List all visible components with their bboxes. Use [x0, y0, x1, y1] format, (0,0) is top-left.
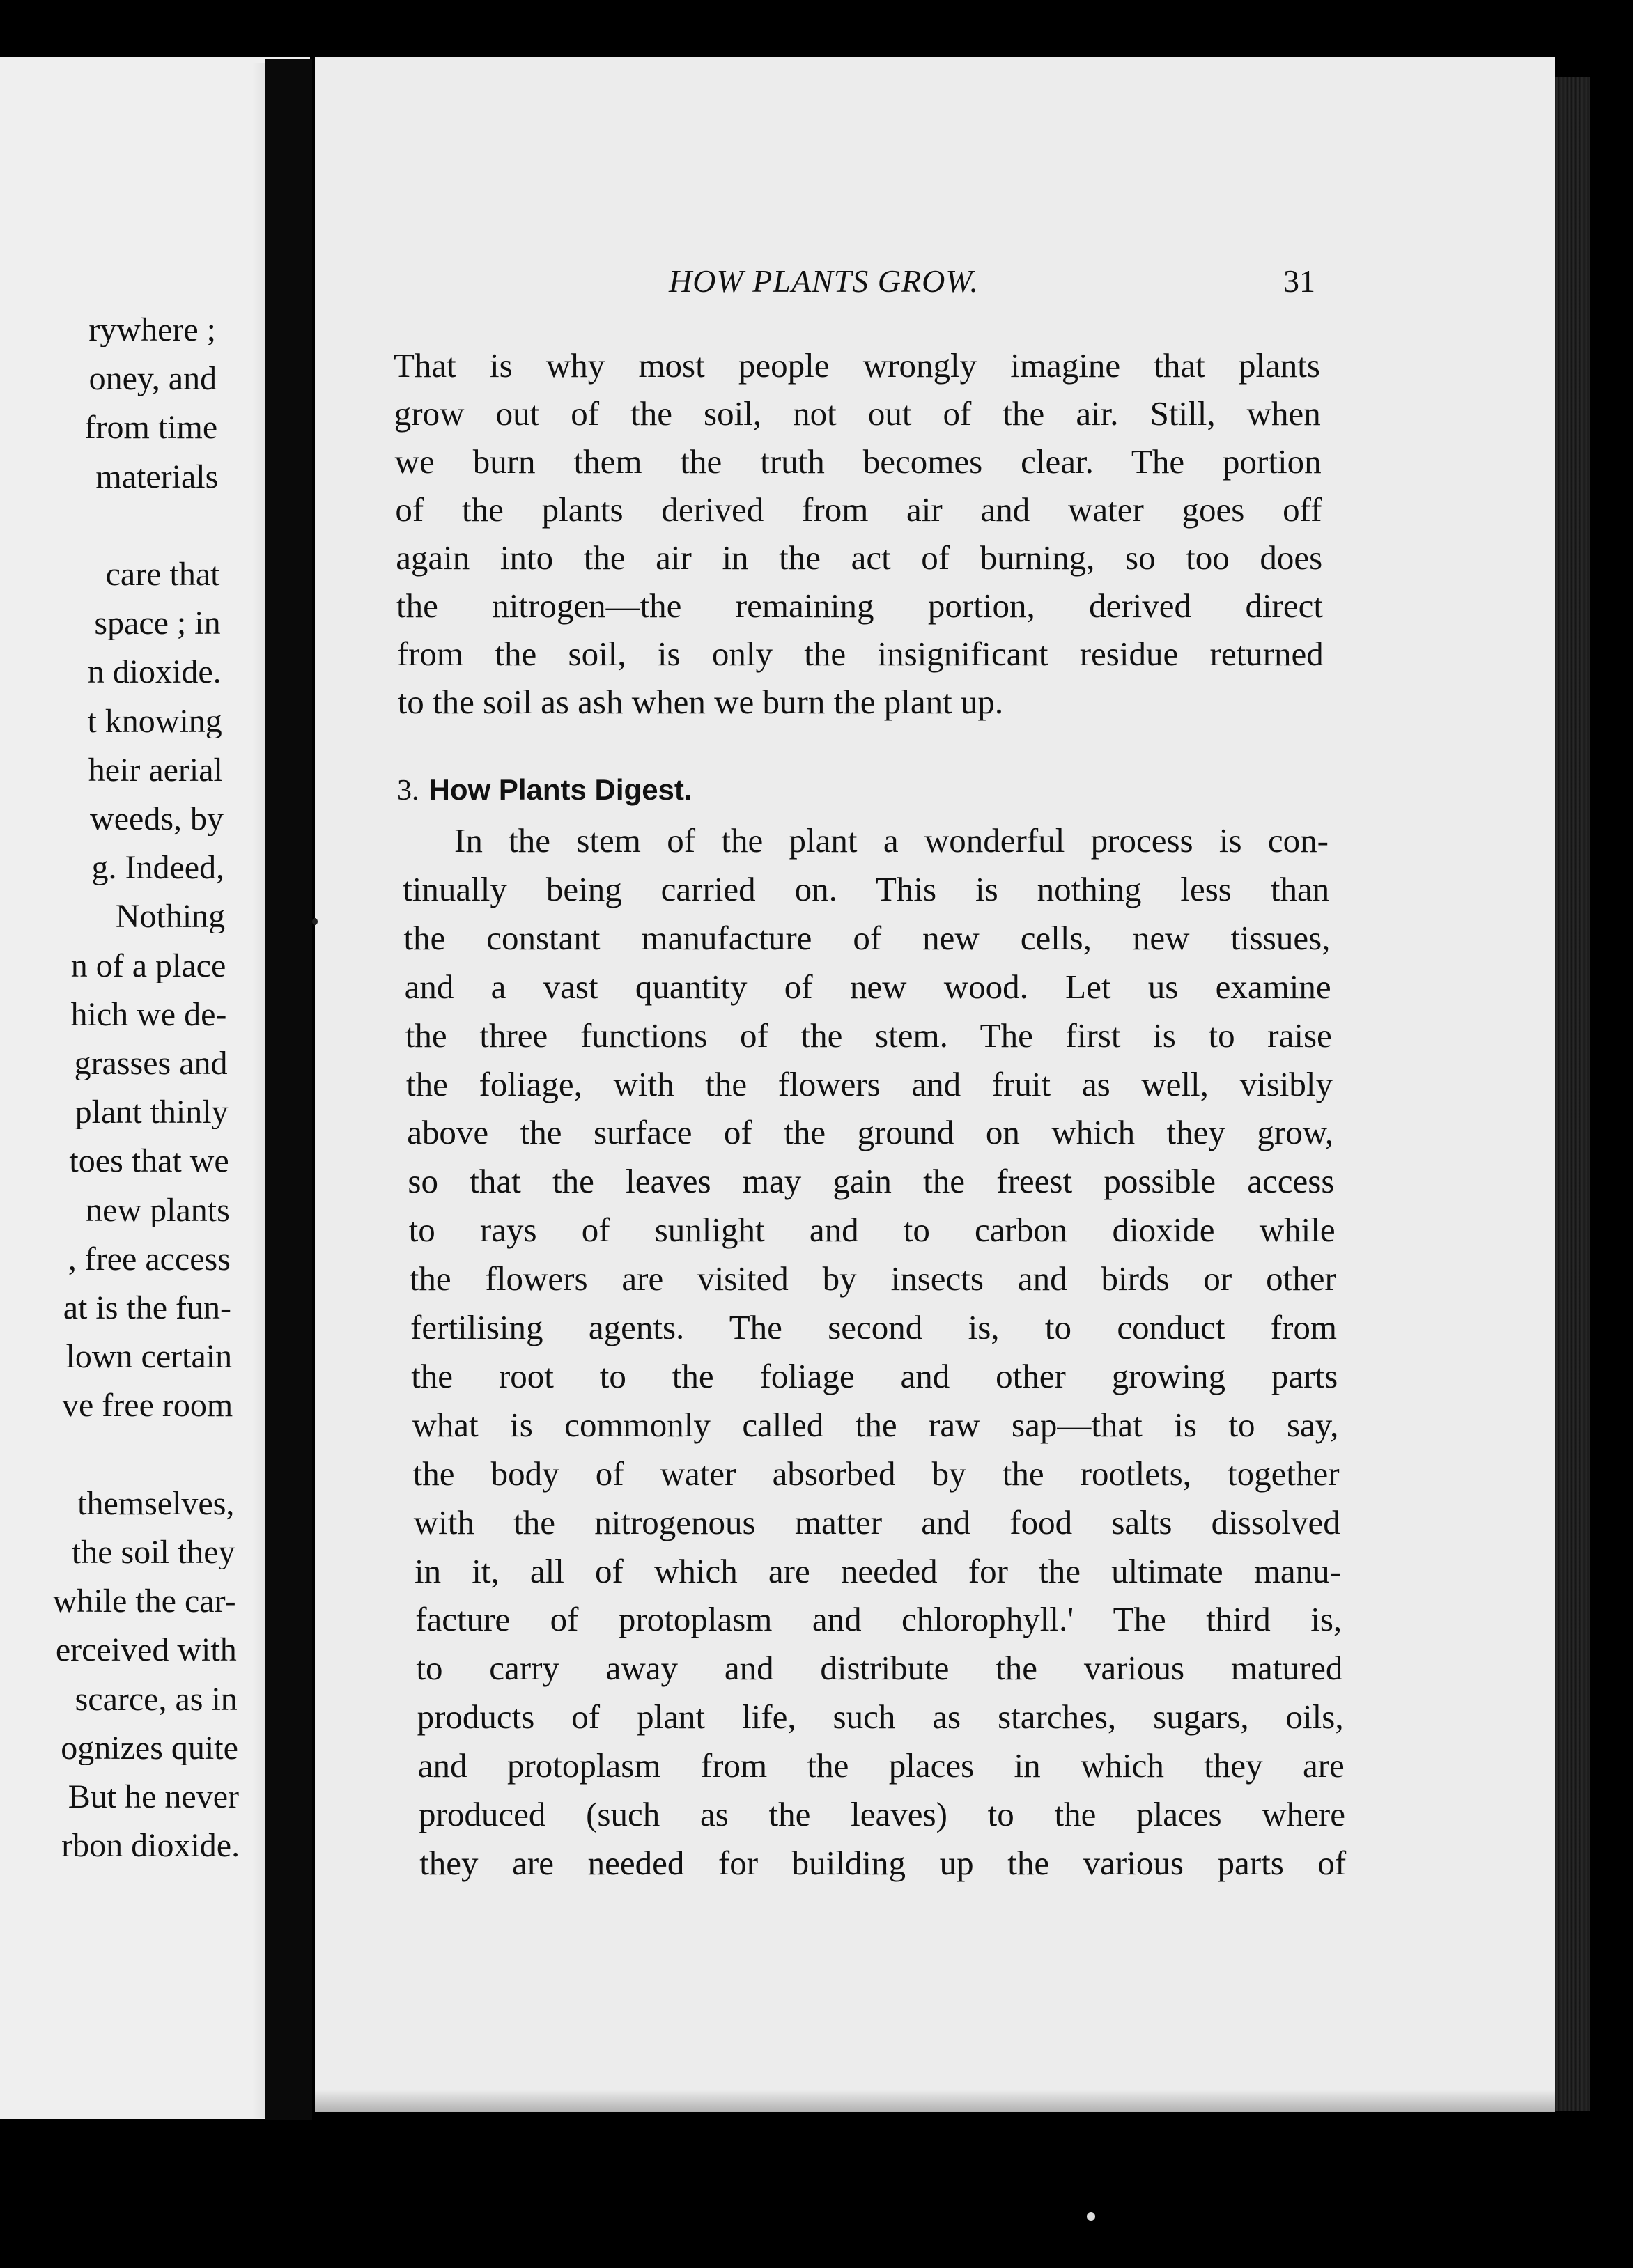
left-page-line: at is the fun- [63, 1291, 231, 1325]
left-page-line: , free access [68, 1242, 231, 1276]
dust-speck [312, 918, 318, 925]
body-line: In the stem of the plant a wonderful process is con- [454, 821, 1329, 860]
body-line: the root to the foliage and other growing parts [411, 1356, 1338, 1395]
body-line: again into the air in the act of burning, so too does [396, 538, 1323, 577]
body-line: tinually being carried on. This is nothing less than [403, 869, 1330, 908]
body-line: fertilising agents. The second is, to conduct from [410, 1308, 1337, 1346]
body-line: above the surface of the ground on which they grow, [407, 1113, 1334, 1152]
left-facing-page [0, 57, 310, 2119]
left-page-line: rbon dioxide. [61, 1829, 240, 1863]
left-page-line: hich we de- [70, 997, 227, 1032]
body-line: the three functions of the stem. The first is to raise [405, 1016, 1332, 1055]
page-number: 31 [1283, 263, 1315, 299]
left-page-line: space ; in [94, 607, 221, 641]
page-edges [1555, 77, 1590, 2111]
body-line: products of plant life, such as starches, sugars, oils, [417, 1698, 1344, 1737]
body-line: produced (such as the leaves) to the places where [419, 1795, 1345, 1833]
left-page-line: plant thinly [75, 1096, 229, 1130]
body-line: so that the leaves may gain the freest possible access [408, 1162, 1335, 1201]
body-line: the foliage, with the flowers and fruit as well, visibly [406, 1064, 1333, 1103]
section-number: 3. [397, 775, 419, 807]
left-page-line: new plants [86, 1193, 230, 1227]
book-gutter [265, 59, 312, 2120]
body-line: the body of water absorbed by the rootlets, together [412, 1454, 1340, 1493]
body-line: and protoplasm from the places in which they are [417, 1746, 1345, 1785]
left-page-line: grasses and [74, 1047, 228, 1080]
body-line: and a vast quantity of new wood. Let us examine [404, 967, 1331, 1006]
left-page-line: ve free room [61, 1389, 233, 1423]
left-page-line: care that [105, 558, 220, 591]
left-page-line: g. Indeed, [91, 851, 225, 885]
body-line: the flowers are visited by insects and birds or other [409, 1259, 1336, 1298]
left-page-line: rywhere ; [88, 313, 216, 347]
dust-speck [1087, 2212, 1095, 2221]
body-line: to carry away and distribute the various matured [416, 1649, 1343, 1688]
left-page-line: But he never [68, 1780, 239, 1814]
left-page-line: the soil they [71, 1536, 235, 1569]
page-bottom-shade [315, 2090, 1555, 2112]
left-page-line: toes that we [69, 1144, 229, 1179]
body-line: of the plants derived from air and water goes off [395, 490, 1322, 529]
body-line: grow out of the soil, not out of the air. Still, when [394, 394, 1321, 433]
left-page-line: oney, and [88, 362, 217, 396]
left-page-line: while the car- [52, 1585, 236, 1619]
body-line: with the nitrogenous matter and food salts dissolved [413, 1502, 1340, 1541]
left-page-line: n of a place [70, 949, 226, 983]
body-line: what is commonly called the raw sap—that is to say, [412, 1405, 1339, 1444]
left-page-line: from time [84, 411, 218, 445]
section-heading [397, 773, 692, 807]
body-line: in it, all of which are needed for the ultimate manu- [415, 1551, 1341, 1590]
running-head: HOW PLANTS GROW. [669, 263, 979, 299]
left-page-line: t knowing [87, 704, 222, 738]
body-line: facture of protoplasm and chlorophyll.' The third is, [415, 1600, 1342, 1639]
left-page-line: erceived with [55, 1633, 237, 1668]
left-page-line: n dioxide. [87, 655, 222, 690]
section-title: How Plants Digest. [428, 773, 692, 806]
body-line: we burn them the truth becomes clear. The portion [394, 442, 1322, 481]
body-line: the constant manufacture of new cells, new tissues, [403, 918, 1331, 957]
body-line: to the soil as ash when we burn the plant up. [397, 683, 1004, 721]
left-page-line: ognizes quite [61, 1731, 238, 1765]
body-line: That is why most people wrongly imagine that plants [394, 346, 1320, 385]
body-line: from the soil, is only the insignificant residue returned [396, 635, 1324, 673]
left-page-line: heir aerial [88, 753, 223, 787]
left-page-line: themselves, [77, 1486, 235, 1521]
left-page-line: weeds, by [90, 802, 224, 836]
left-page-line: Nothing [115, 900, 226, 934]
left-page-line: lown certain [65, 1340, 233, 1374]
left-page-line: materials [95, 460, 219, 494]
body-line: they are needed for building up the various parts of [419, 1843, 1347, 1882]
body-line: the nitrogen—the remaining portion, derived direct [396, 587, 1323, 625]
body-line: to rays of sunlight and to carbon dioxide while [408, 1211, 1336, 1250]
left-page-line: scarce, as in [75, 1682, 238, 1716]
